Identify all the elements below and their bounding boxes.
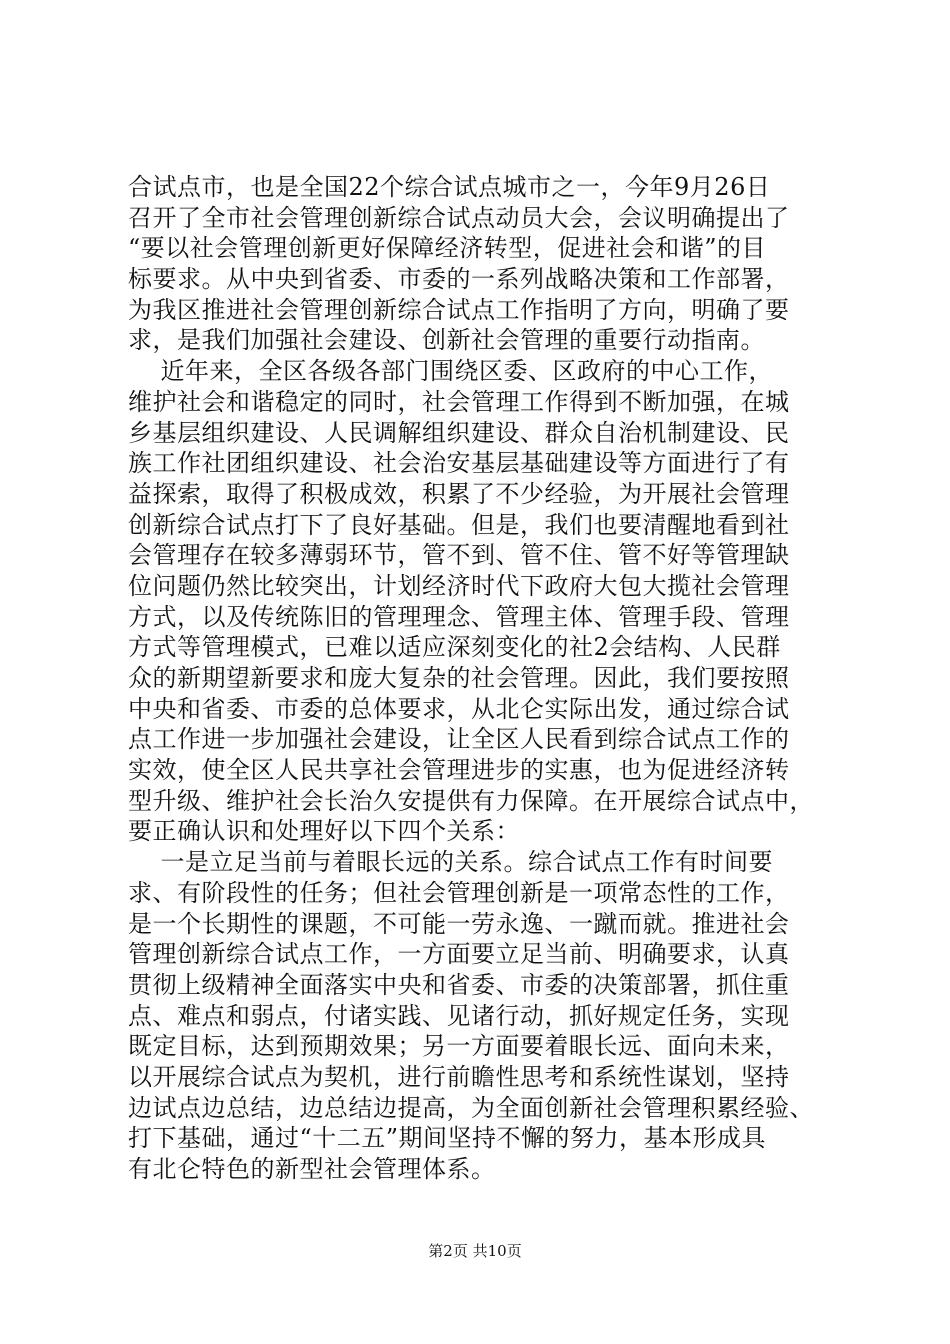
text-line: 合试点市，也是全国22个综合试点城市之一，今年9月26日 [128,173,771,201]
text-line: 方式，以及传统陈旧的管理理念、管理主体、管理手段、管理 [128,602,790,631]
body-text [128,172,828,1185]
text-line: 求、有阶段性的任务；但社会管理创新是一项常态性的工作， [128,878,790,907]
text-line: 为我区推进社会管理创新综合试点工作指明了方向，明确了要 [128,295,790,324]
text-line: 实效，使全区人民共享社会管理进步的实惠，也为促进经济转 [128,756,790,785]
page-number-footer: 第2页 共10页 [428,1242,522,1260]
text-line: 方式等管理模式，已难以适应深刻变化的社2会结构、人民群 [128,633,781,662]
text-line: 点工作进一步加强社会建设，让全区人民看到综合试点工作的 [128,725,790,754]
text-line: 维护社会和谐稳定的同时，社会管理工作得到不断加强，在城 [128,387,790,416]
text-line: 众的新期望新要求和庞大复杂的社会管理。因此，我们要按照 [128,664,790,692]
text-line: 点、难点和弱点，付诸实践、见诸行动，抓好规定任务，实现 [128,1001,790,1030]
text-line: 既定目标，达到预期效果；另一方面要着眼长远、面向未来， [128,1032,790,1061]
text-line: 一是立足当前与着眼长远的关系。综合试点工作有时间要 [128,848,774,877]
text-line: 乡基层组织建设、人民调解组织建设、群众自治机制建设、民 [128,418,790,447]
text-line: 益探索，取得了积极成效，积累了不少经验，为开展社会管理 [128,479,790,508]
text-line: 边试点边总结，边总结边提高，为全面创新社会管理积累经验、 [128,1093,814,1122]
text-line: 有北仑特色的新型社会管理体系。 [128,1155,496,1183]
text-line: 中央和省委、市委的总体要求，从北仑实际出发，通过综合试 [128,694,790,723]
text-line: 标要求。从中央到省委、市委的一系列战略决策和工作部署， [128,265,790,294]
text-line: 族工作社团组织建设、社会治安基层基础建设等方面进行了有 [128,449,790,478]
text-line: 要正确认识和处理好以下四个关系： [128,817,520,846]
text-line: 求，是我们加强社会建设、创新社会管理的重要行动指南。 [128,326,765,355]
text-line: 创新综合试点打下了良好基础。但是，我们也要清醒地看到社 [128,510,790,539]
text-line: “要以社会管理创新更好保障经济转型，促进社会和谐”的目 [128,234,767,263]
text-line: 贯彻上级精神全面落实中央和省委、市委的决策部署，抓住重 [128,970,790,999]
text-line: 近年来，全区各级各部门围绕区委、区政府的中心工作， [128,357,774,386]
text-line: 打下基础，通过“十二五”期间坚持不懈的努力，基本形成具 [128,1124,767,1153]
text-line: 管理创新综合试点工作，一方面要立足当前、明确要求，认真 [128,940,790,969]
text-line: 是一个长期性的课题，不可能一劳永逸、一蹴而就。推进社会 [128,909,790,938]
text-line: 型升级、维护社会长治久安提供有力保障。在开展综合试点中， [128,786,814,815]
text-line: 召开了全市社会管理创新综合试点动员大会，会议明确提出了 [128,203,790,232]
text-line: 位问题仍然比较突出，计划经济时代下政府大包大揽社会管理 [128,571,790,600]
text-line: 会管理存在较多薄弱环节，管不到、管不住、管不好等管理缺 [128,541,790,570]
text-line: 以开展综合试点为契机，进行前瞻性思考和系统性谋划，坚持 [128,1062,790,1091]
